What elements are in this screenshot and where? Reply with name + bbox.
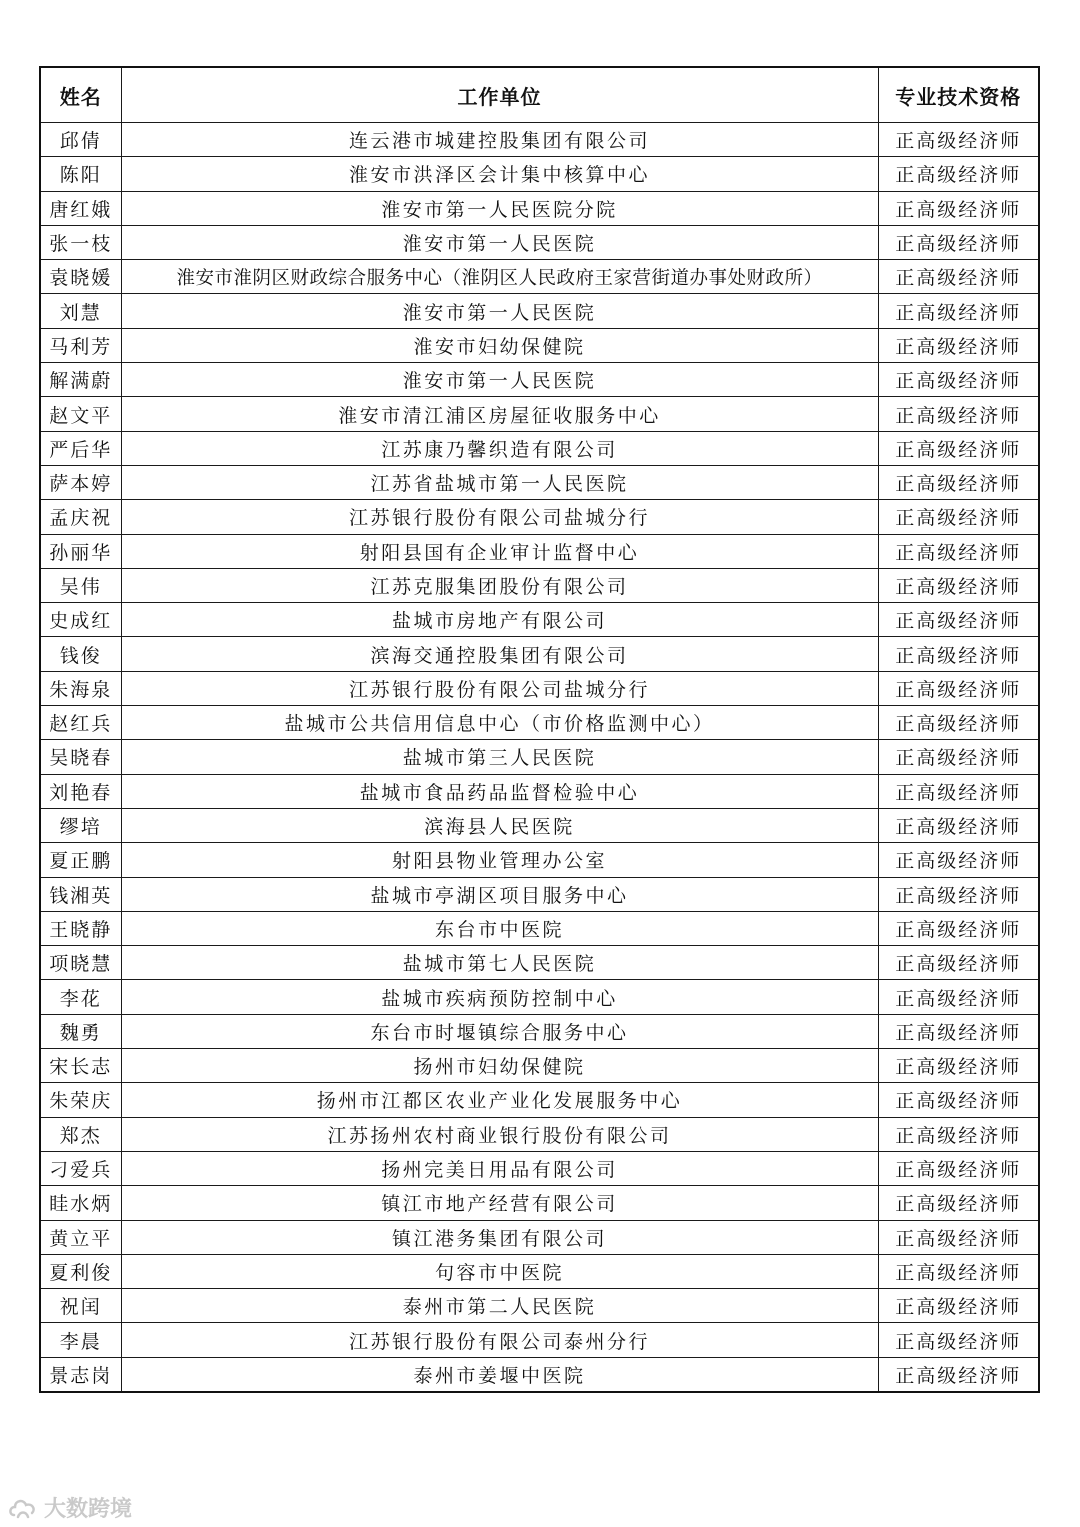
cell-name: 吴晓春 — [40, 740, 121, 774]
cell-name: 萨本婷 — [40, 465, 121, 499]
cell-qualification: 正高级经济师 — [878, 397, 1039, 431]
header-name: 姓名 — [40, 67, 121, 123]
cell-unit: 盐城市食品药品监督检验中心 — [121, 774, 878, 808]
cell-unit: 淮安市第一人民医院 — [121, 294, 878, 328]
cell-unit: 东台市时堰镇综合服务中心 — [121, 1014, 878, 1048]
cell-qualification: 正高级经济师 — [878, 1254, 1039, 1288]
cell-qualification: 正高级经济师 — [878, 671, 1039, 705]
cell-name: 钱湘英 — [40, 877, 121, 911]
cell-qualification: 正高级经济师 — [878, 877, 1039, 911]
cell-name: 钱俊 — [40, 637, 121, 671]
cell-qualification: 正高级经济师 — [878, 191, 1039, 225]
cell-unit: 射阳县国有企业审计监督中心 — [121, 534, 878, 568]
table-body — [40, 123, 1039, 1392]
cell-name: 郑杰 — [40, 1117, 121, 1151]
table-row — [40, 1117, 1039, 1151]
cell-name: 刁爱兵 — [40, 1151, 121, 1185]
cell-qualification: 正高级经济师 — [878, 774, 1039, 808]
cell-qualification: 正高级经济师 — [878, 1220, 1039, 1254]
cell-qualification: 正高级经济师 — [878, 260, 1039, 294]
cell-unit: 淮安市妇幼保健院 — [121, 328, 878, 362]
table-row — [40, 534, 1039, 568]
cell-qualification: 正高级经济师 — [878, 980, 1039, 1014]
cell-qualification: 正高级经济师 — [878, 225, 1039, 259]
table-row — [40, 397, 1039, 431]
cell-name: 景志岗 — [40, 1357, 121, 1392]
table-row — [40, 1220, 1039, 1254]
cell-qualification: 正高级经济师 — [878, 534, 1039, 568]
table-row — [40, 603, 1039, 637]
cell-unit: 盐城市公共信用信息中心（市价格监测中心） — [121, 706, 878, 740]
cell-unit: 盐城市亭湖区项目服务中心 — [121, 877, 878, 911]
cell-name: 朱荣庆 — [40, 1083, 121, 1117]
cell-unit: 江苏银行股份有限公司盐城分行 — [121, 500, 878, 534]
cell-qualification: 正高级经济师 — [878, 637, 1039, 671]
cell-name: 夏正鹏 — [40, 843, 121, 877]
cell-qualification: 正高级经济师 — [878, 946, 1039, 980]
cell-name: 眭水炳 — [40, 1186, 121, 1220]
table-row — [40, 1151, 1039, 1185]
table-row — [40, 191, 1039, 225]
cell-qualification: 正高级经济师 — [878, 740, 1039, 774]
cloud-logo-icon — [8, 1495, 38, 1521]
table-row — [40, 568, 1039, 602]
table-row — [40, 431, 1039, 465]
cell-qualification: 正高级经济师 — [878, 603, 1039, 637]
cell-unit: 镇江市地产经营有限公司 — [121, 1186, 878, 1220]
cell-name: 黄立平 — [40, 1220, 121, 1254]
table-row — [40, 774, 1039, 808]
cell-qualification: 正高级经济师 — [878, 1014, 1039, 1048]
table-row — [40, 465, 1039, 499]
table-row — [40, 157, 1039, 191]
table-row — [40, 294, 1039, 328]
table-row — [40, 671, 1039, 705]
cell-qualification: 正高级经济师 — [878, 843, 1039, 877]
cell-qualification: 正高级经济师 — [878, 123, 1039, 157]
cell-unit: 江苏银行股份有限公司盐城分行 — [121, 671, 878, 705]
table-row — [40, 843, 1039, 877]
table-row — [40, 1083, 1039, 1117]
cell-qualification: 正高级经济师 — [878, 328, 1039, 362]
cell-qualification: 正高级经济师 — [878, 157, 1039, 191]
table-row — [40, 980, 1039, 1014]
cell-name: 王晓静 — [40, 911, 121, 945]
table-row — [40, 363, 1039, 397]
cell-unit: 淮安市洪泽区会计集中核算中心 — [121, 157, 878, 191]
cell-qualification: 正高级经济师 — [878, 1117, 1039, 1151]
cell-unit: 盐城市房地产有限公司 — [121, 603, 878, 637]
roster-table-container — [39, 66, 1038, 1393]
cell-name: 严后华 — [40, 431, 121, 465]
table-row — [40, 877, 1039, 911]
table-row — [40, 123, 1039, 157]
cell-qualification: 正高级经济师 — [878, 465, 1039, 499]
cell-unit: 江苏省盐城市第一人民医院 — [121, 465, 878, 499]
cell-unit: 盐城市疾病预防控制中心 — [121, 980, 878, 1014]
header-unit: 工作单位 — [121, 67, 878, 123]
cell-name: 李晨 — [40, 1323, 121, 1357]
table-row — [40, 1254, 1039, 1288]
cell-name: 祝闰 — [40, 1289, 121, 1323]
cell-qualification: 正高级经济师 — [878, 808, 1039, 842]
cell-unit: 淮安市清江浦区房屋征收服务中心 — [121, 397, 878, 431]
table-row — [40, 1014, 1039, 1048]
cell-name: 魏勇 — [40, 1014, 121, 1048]
table-row — [40, 1289, 1039, 1323]
table-row — [40, 637, 1039, 671]
cell-unit: 淮安市第一人民医院 — [121, 363, 878, 397]
cell-unit: 射阳县物业管理办公室 — [121, 843, 878, 877]
cell-name: 缪培 — [40, 808, 121, 842]
cell-name: 夏利俊 — [40, 1254, 121, 1288]
cell-unit: 泰州市第二人民医院 — [121, 1289, 878, 1323]
cell-qualification: 正高级经济师 — [878, 1289, 1039, 1323]
cell-name: 项晓慧 — [40, 946, 121, 980]
cell-name: 刘慧 — [40, 294, 121, 328]
cell-name: 赵文平 — [40, 397, 121, 431]
cell-qualification: 正高级经济师 — [878, 431, 1039, 465]
cell-name: 吴伟 — [40, 568, 121, 602]
cell-name: 张一枝 — [40, 225, 121, 259]
cell-name: 唐红娥 — [40, 191, 121, 225]
cell-name: 孟庆祝 — [40, 500, 121, 534]
cell-name: 袁晓媛 — [40, 260, 121, 294]
table-row — [40, 500, 1039, 534]
cell-unit: 盐城市第七人民医院 — [121, 946, 878, 980]
cell-qualification: 正高级经济师 — [878, 363, 1039, 397]
table-row — [40, 328, 1039, 362]
cell-unit: 扬州市江都区农业产业化发展服务中心 — [121, 1083, 878, 1117]
cell-unit: 盐城市第三人民医院 — [121, 740, 878, 774]
cell-name: 邱倩 — [40, 123, 121, 157]
cell-unit: 江苏克服集团股份有限公司 — [121, 568, 878, 602]
cell-qualification: 正高级经济师 — [878, 294, 1039, 328]
roster-table — [39, 66, 1040, 1393]
cell-qualification: 正高级经济师 — [878, 1049, 1039, 1083]
cell-qualification: 正高级经济师 — [878, 1083, 1039, 1117]
cell-name: 刘艳春 — [40, 774, 121, 808]
cell-qualification: 正高级经济师 — [878, 1151, 1039, 1185]
cell-unit: 句容市中医院 — [121, 1254, 878, 1288]
cell-unit: 连云港市城建控股集团有限公司 — [121, 123, 878, 157]
cell-name: 马利芳 — [40, 328, 121, 362]
cell-qualification: 正高级经济师 — [878, 706, 1039, 740]
cell-unit: 江苏扬州农村商业银行股份有限公司 — [121, 1117, 878, 1151]
table-header-row — [40, 67, 1039, 123]
watermark-text: 大数跨境 — [44, 1497, 133, 1522]
cell-name: 赵红兵 — [40, 706, 121, 740]
table-row — [40, 1049, 1039, 1083]
cell-qualification: 正高级经济师 — [878, 911, 1039, 945]
table-row — [40, 1323, 1039, 1357]
cell-name: 宋长志 — [40, 1049, 121, 1083]
table-row — [40, 706, 1039, 740]
cell-unit: 镇江港务集团有限公司 — [121, 1220, 878, 1254]
cell-qualification: 正高级经济师 — [878, 1186, 1039, 1220]
watermark — [8, 1492, 132, 1523]
table-row — [40, 911, 1039, 945]
cell-name: 孙丽华 — [40, 534, 121, 568]
cell-unit: 泰州市姜堰中医院 — [121, 1357, 878, 1392]
cell-unit: 江苏康乃馨织造有限公司 — [121, 431, 878, 465]
table-row — [40, 740, 1039, 774]
cell-unit: 江苏银行股份有限公司泰州分行 — [121, 1323, 878, 1357]
cell-qualification: 正高级经济师 — [878, 568, 1039, 602]
table-row — [40, 808, 1039, 842]
cell-unit: 滨海县人民医院 — [121, 808, 878, 842]
cell-unit: 东台市中医院 — [121, 911, 878, 945]
cell-unit: 滨海交通控股集团有限公司 — [121, 637, 878, 671]
cell-unit: 淮安市淮阴区财政综合服务中心（淮阴区人民政府王家营街道办事处财政所） — [121, 260, 878, 294]
table-row — [40, 1357, 1039, 1392]
cell-name: 解满蔚 — [40, 363, 121, 397]
header-qualification: 专业技术资格 — [878, 67, 1039, 123]
table-row — [40, 946, 1039, 980]
table-row — [40, 225, 1039, 259]
cell-name: 李花 — [40, 980, 121, 1014]
cell-name: 朱海泉 — [40, 671, 121, 705]
cell-unit: 扬州完美日用品有限公司 — [121, 1151, 878, 1185]
table-row — [40, 260, 1039, 294]
table-row — [40, 1186, 1039, 1220]
cell-name: 史成红 — [40, 603, 121, 637]
cell-unit: 淮安市第一人民医院分院 — [121, 191, 878, 225]
cell-unit: 淮安市第一人民医院 — [121, 225, 878, 259]
cell-qualification: 正高级经济师 — [878, 1323, 1039, 1357]
cell-qualification: 正高级经济师 — [878, 500, 1039, 534]
cell-qualification: 正高级经济师 — [878, 1357, 1039, 1392]
cell-name: 陈阳 — [40, 157, 121, 191]
cell-unit: 扬州市妇幼保健院 — [121, 1049, 878, 1083]
